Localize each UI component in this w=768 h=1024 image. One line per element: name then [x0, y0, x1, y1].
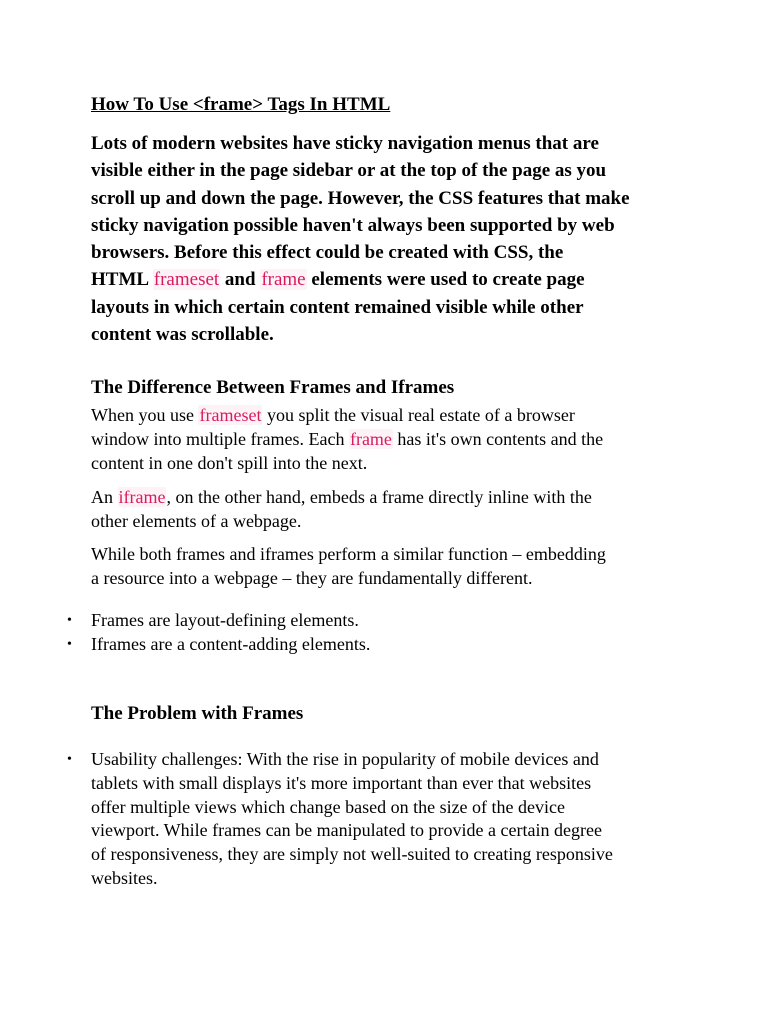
paragraph-line — [91, 428, 711, 452]
paragraph-line: other elements of a webpage. — [91, 510, 302, 531]
intro-line: Lots of modern websites have sticky navigation menus that are — [91, 133, 599, 154]
paragraph-text: window into multiple frames. Each — [91, 428, 349, 449]
intro-line: scroll up and down the page. However, the CSS features that make — [91, 187, 630, 209]
list-item-text: Frames are layout-defining elements. — [91, 610, 359, 630]
bullet-icon: • — [67, 613, 72, 628]
intro-text: and — [220, 269, 261, 291]
list-item-line: viewport. While frames can be manipulated to provide a certain degree — [91, 820, 602, 841]
list-item-text: Iframes are a content-adding elements. — [91, 633, 371, 654]
paragraph-line — [91, 404, 711, 428]
frame-link[interactable]: frame — [349, 428, 392, 449]
frame-link[interactable]: frame — [261, 269, 306, 291]
list-item-line: Usability challenges: With the rise in popularity of mobile devices and — [91, 749, 599, 769]
paragraph-line: While both frames and iframes perform a similar function – embedding — [91, 544, 606, 564]
intro-text: elements were used to create page — [306, 269, 585, 291]
paragraph-text: , on the other hand, embeds a frame directly inline with the — [166, 487, 592, 507]
list-item-line: offer multiple views which change based on the size of the device — [91, 796, 566, 817]
paragraph-text: has it's own contents and the — [392, 428, 604, 449]
problem-bullet-list — [67, 748, 711, 891]
iframe-link[interactable]: iframe — [118, 487, 166, 507]
list-item-line: tablets with small displays it's more important than ever that websites — [91, 772, 592, 793]
list-item — [67, 633, 711, 657]
paragraph-text: When you use — [91, 405, 199, 425]
frameset-link[interactable]: frameset — [153, 269, 220, 291]
list-item-line: of responsiveness, they are simply not well-suited to creating responsive — [91, 844, 613, 865]
intro-line: layouts in which certain content remained visible while other — [91, 296, 584, 318]
paragraph-line: a resource into a webpage – they are fundamentally different. — [91, 567, 533, 588]
list-item — [67, 609, 711, 633]
document-title: How To Use <frame> Tags In HTML — [91, 94, 391, 115]
intro-line: visible either in the page sidebar or at the top of the page as you — [91, 160, 607, 182]
section-heading-problem: The Problem with Frames — [91, 703, 304, 724]
paragraph-text: An — [91, 487, 118, 507]
list-item-line: websites. — [91, 867, 158, 888]
paragraph-line: content in one don't spill into the next. — [91, 452, 368, 473]
bullet-icon: • — [67, 636, 72, 652]
frames-bullet-list — [67, 609, 711, 657]
intro-text: HTML — [91, 269, 153, 291]
frameset-paragraph — [91, 404, 711, 475]
intro-line: browsers. Before this effect could be created with CSS, the — [91, 242, 564, 264]
comparison-paragraph — [91, 543, 711, 591]
iframe-paragraph — [91, 486, 711, 534]
intro-line: sticky navigation possible haven't always been supported by web — [91, 214, 615, 236]
intro-paragraph — [91, 130, 691, 348]
paragraph-line — [91, 486, 711, 510]
section-heading-difference: The Difference Between Frames and Iframes — [91, 377, 455, 398]
frameset-link[interactable]: frameset — [199, 405, 262, 425]
paragraph-text: you split the visual real estate of a browser — [262, 405, 575, 425]
list-item — [67, 748, 711, 891]
intro-line — [91, 266, 691, 293]
bullet-icon: • — [67, 752, 72, 767]
intro-line: content was scrollable. — [91, 324, 274, 346]
